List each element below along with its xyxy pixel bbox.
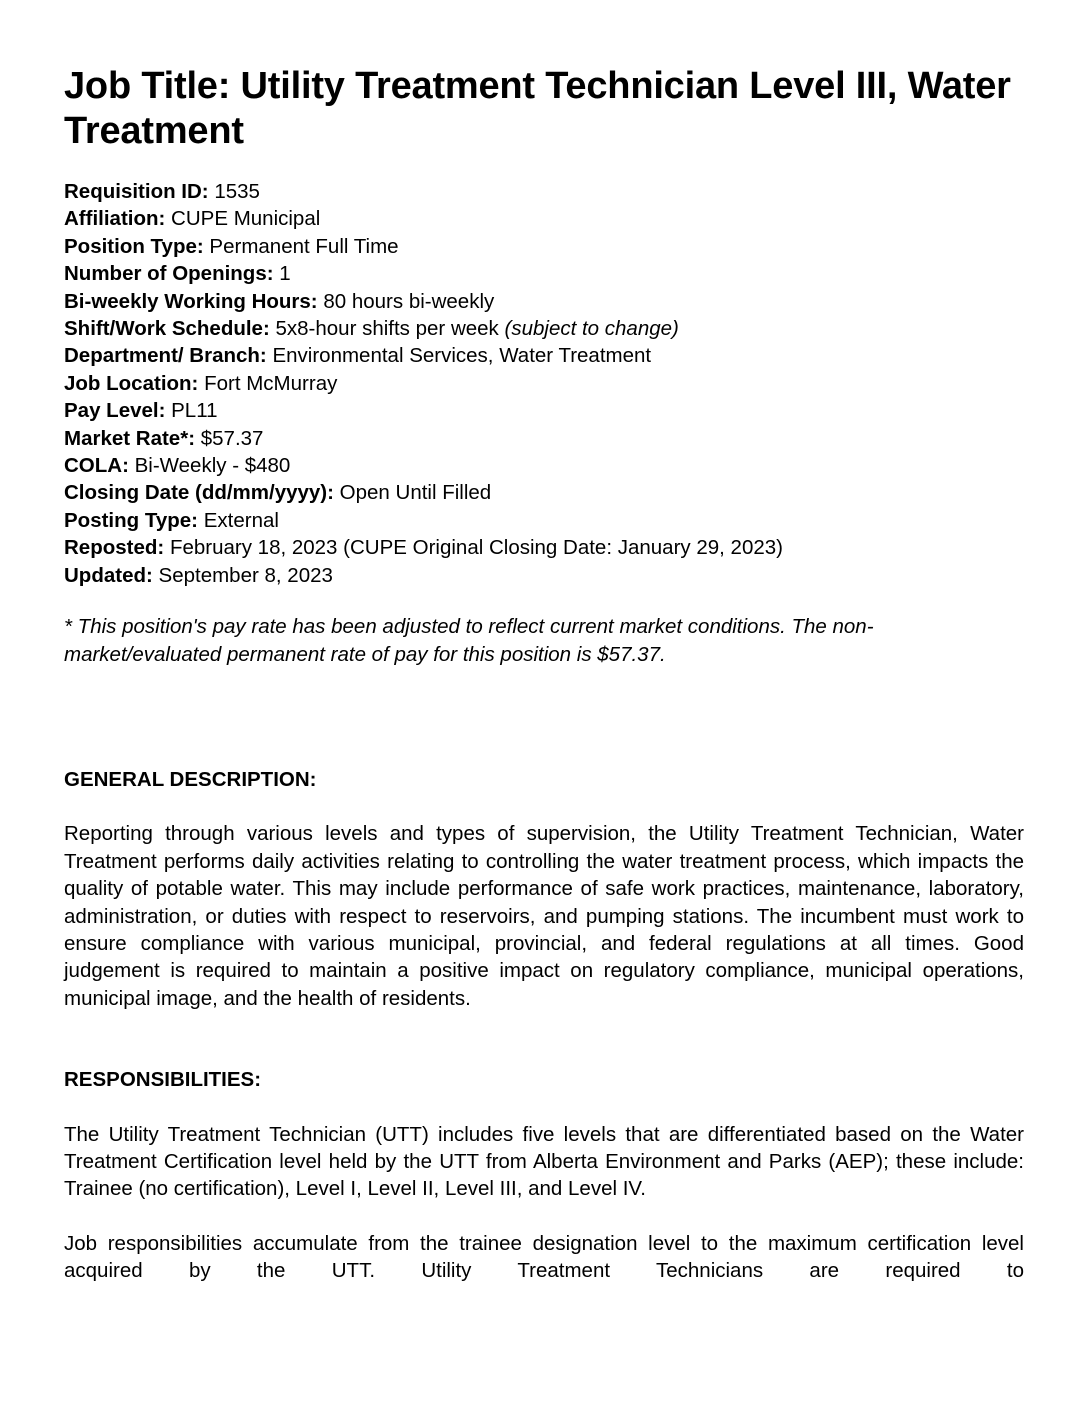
detail-shift-schedule	[64, 315, 1024, 342]
detail-value: External	[203, 508, 279, 532]
detail-value: Open Until Filled	[339, 481, 492, 505]
detail-department-branch	[64, 342, 1024, 369]
detail-label: Department/ Branch:	[64, 344, 267, 368]
detail-number-of-openings	[64, 260, 1024, 287]
detail-label: Closing Date (dd/mm/yyyy):	[64, 481, 334, 505]
detail-label: Updated:	[64, 563, 153, 587]
detail-position-type	[64, 233, 1024, 260]
detail-affiliation	[64, 205, 1024, 232]
detail-value: PL11	[171, 399, 218, 423]
detail-value: February 18, 2023 (CUPE Original Closing Date: January 29, 2023)	[169, 536, 783, 560]
detail-updated	[64, 562, 1024, 589]
job-details	[64, 178, 1024, 589]
detail-value: Environmental Services, Water Treatment	[272, 344, 652, 368]
detail-value: Bi-Weekly - $480	[134, 454, 291, 478]
detail-label: Pay Level:	[64, 399, 166, 423]
pay-rate-note: * This position's pay rate has been adjusted to reflect current market conditions. The non-market/evaluated permanent rate of pay for this position is $57.37.	[64, 615, 874, 666]
detail-value: 5x8-hour shifts per week	[275, 317, 499, 341]
detail-value: $57.37	[200, 426, 264, 450]
detail-posting-type	[64, 507, 1024, 534]
detail-value: Permanent Full Time	[209, 234, 399, 258]
detail-working-hours	[64, 288, 1024, 315]
detail-reposted	[64, 534, 1024, 561]
document-page	[64, 64, 1024, 1285]
detail-label: Requisition ID:	[64, 180, 209, 203]
detail-note: (subject to change)	[504, 317, 679, 341]
page-title: Job Title: Utility Treatment Technician Level III, Water Treatment	[64, 65, 1011, 152]
detail-label: Affiliation:	[64, 207, 166, 231]
detail-job-location	[64, 370, 1024, 397]
detail-label: Market Rate*:	[64, 426, 196, 450]
detail-value: CUPE Municipal	[171, 207, 321, 231]
detail-market-rate	[64, 425, 1024, 452]
detail-label: Job Location:	[64, 371, 199, 395]
detail-value: September 8, 2023	[158, 563, 333, 587]
general-description-heading: GENERAL DESCRIPTION:	[64, 767, 317, 791]
detail-value: 80 hours bi-weekly	[323, 289, 495, 313]
responsibilities-paragraph-2: Job responsibilities accumulate from the trainee designation level to the maximum certification level acquired by the UTT. Utility Treatment Technicians are required to	[64, 1231, 1024, 1283]
detail-label: Posting Type:	[64, 508, 199, 532]
detail-cola	[64, 452, 1024, 479]
detail-pay-level	[64, 397, 1024, 424]
detail-closing-date	[64, 479, 1024, 506]
detail-label: Bi-weekly Working Hours:	[64, 289, 318, 313]
detail-requisition-id	[64, 178, 1024, 205]
responsibilities-heading: RESPONSIBILITIES:	[64, 1068, 262, 1092]
detail-value: 1535	[214, 180, 260, 203]
detail-label: Position Type:	[64, 234, 204, 258]
responsibilities-paragraph-1: The Utility Treatment Technician (UTT) includes five levels that are differentiated based on the Water Treatment Certification level held by the UTT from Alberta Environment and Parks (AEP); these include: Trainee (no certification), Level I, Level II, Level III, and Level IV.	[64, 1122, 1024, 1201]
detail-value: Fort McMurray	[204, 371, 338, 395]
detail-label: COLA:	[64, 454, 129, 478]
general-description-text: Reporting through various levels and types of supervision, the Utility Treatment Technician, Water Treatment performs daily activities relating to controlling the water treatment process, which impacts the quality of potable water. This may include performance of safe work practices, maintenance, laboratory, administration, or duties with respect to reservoirs, and pumping stations. The incumbent must work to ensure compliance with various municipal, provincial, and federal regulations at all times. Good judgement is required to maintain a positive impact on regulatory compliance, municipal operations, municipal image, and the health of residents.	[64, 822, 1024, 1010]
detail-value: 1	[279, 262, 291, 286]
detail-label: Reposted:	[64, 536, 165, 560]
detail-label: Number of Openings:	[64, 262, 274, 286]
detail-label: Shift/Work Schedule:	[64, 317, 270, 341]
